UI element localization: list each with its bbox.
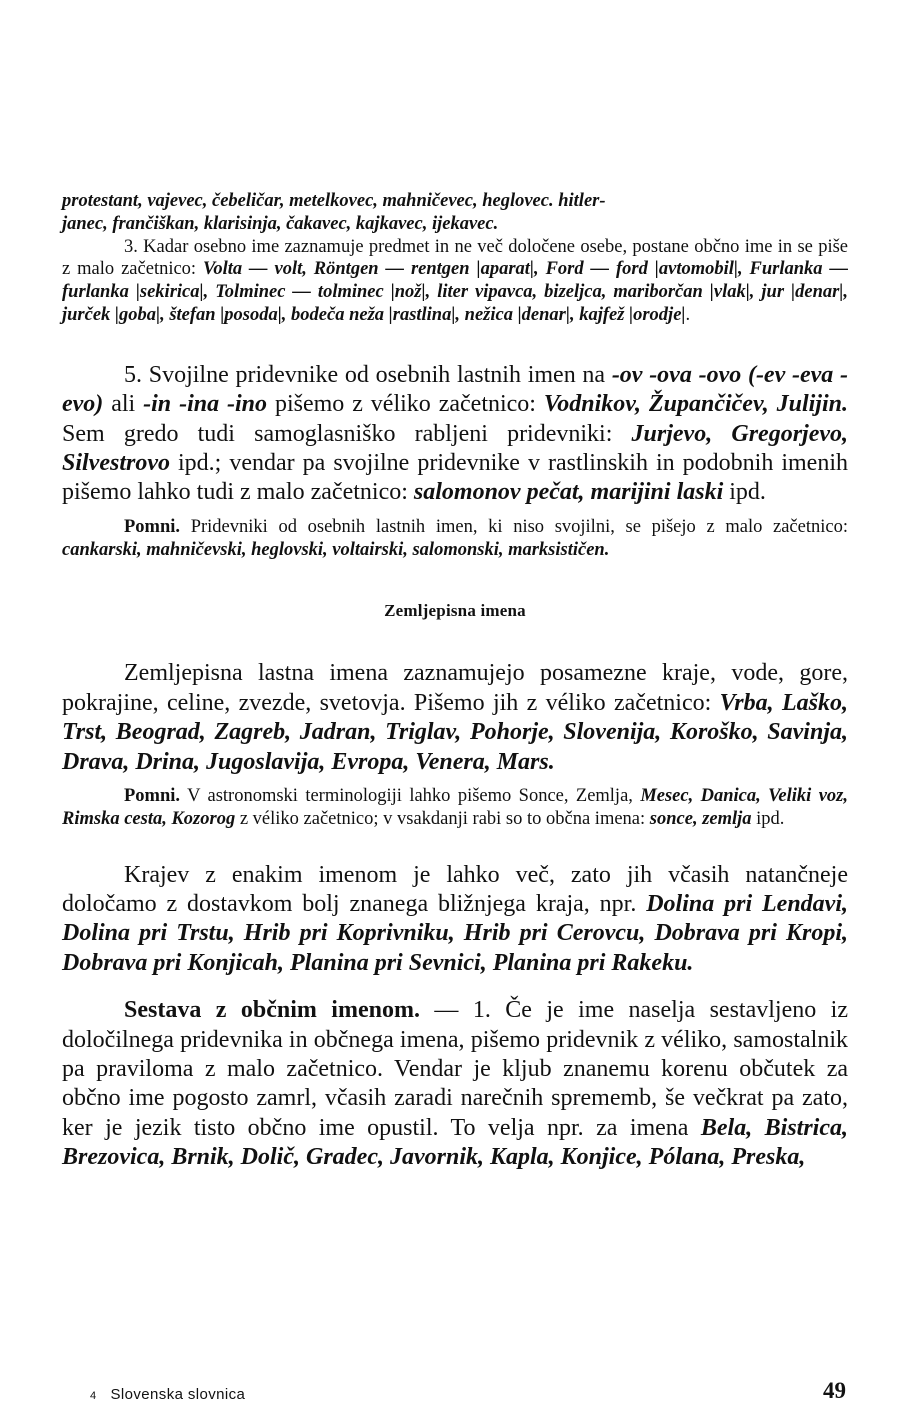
geography-text: Zemljepisna lastna imena zaznamujejo posamezne kraje, vode, gore, pokrajine, celine, zvezde, svetovja. Pišemo jih z véliko začetnico: — [62, 660, 848, 716]
word-list-line-2: janec, frančiškan, klarisinja, čakavec, kajkavec, ijekavec. — [62, 213, 499, 234]
note-1-examples: cankarski, mahničevski, heglovski, voltairski, salomonski, marksističen. — [62, 539, 610, 560]
word-list-paragraph — [62, 190, 848, 236]
note-2-examples-2: sonce, zemlja — [649, 808, 752, 829]
compound-examples: Bela, Bistrica, Brezovica, Brnik, Dolič, Gradec, Javornik, Kapla, Konjice, Pólana, Preska, — [62, 1114, 848, 1171]
rule-5-text-i: ipd.; vendar pa svojilne pridevnike v rastlinskih in podobnih imenih pišemo lahko tudi z malo začetnico: — [62, 450, 848, 506]
compound-label: Sestava z občnim imenom. — [124, 997, 420, 1024]
note-1-text: Pridevniki od osebnih lastnih imen, ki niso svojilni, se pišejo z malo začetnico: — [180, 516, 848, 537]
section-heading: Zemljepisna imena — [384, 601, 526, 621]
rule-5-examples-1: Vodnikov, Župančičev, Julijin. — [543, 391, 848, 418]
page-body — [62, 190, 848, 1173]
places-text: Krajev z enakim imenom je lahko več, zato jih včasih natančneje določamo z dostavkom bolj znanega bližnjega kraja, npr. — [62, 861, 848, 918]
word-list-line-1: protestant, vajevec, čebeličar, metelkovec, mahničevec, heglovec. hitler- — [62, 191, 606, 211]
rule-5-text-g: Sem gredo tudi samoglasniško rabljeni pridevniki: — [62, 420, 632, 447]
note-2-paragraph — [62, 785, 848, 831]
rule-3-paragraph — [62, 236, 848, 327]
compound-paragraph — [62, 996, 848, 1172]
geography-examples: Vrba, Laško, Trst, Beograd, Zagreb, Jadran, Triglav, Pohorje, Slovenija, Koroško, Savinja, Drava, Drina, Jugoslavija, Evropa, Venera, Mars. — [62, 689, 849, 775]
rule-5-examples-2: Jurjevo, Gregorjevo, Silvestrovo — [62, 420, 849, 476]
rule-5-text-c: ali — [103, 391, 144, 418]
rule-5-text-e: pišemo z véliko začetnico: — [267, 391, 544, 418]
rule-3-text: 3. Kadar osebno ime zaznamuje predmet in ne več določene osebe, postane občno ime in se piše z malo začetnico: — [62, 236, 848, 280]
geography-paragraph — [62, 659, 848, 777]
rule-5-text-k: ipd. — [723, 479, 766, 506]
note-1-label: Pomni. — [124, 516, 181, 537]
note-2-text-e: ipd. — [751, 808, 785, 829]
page-number: 49 — [823, 1378, 846, 1403]
rule-5-suffix-ov: -ov -ova -ovo (-ev -eva -evo) — [62, 361, 848, 418]
rule-5-paragraph — [62, 361, 848, 508]
footer-book-title: Slovenska slovnica — [110, 1386, 246, 1403]
page-footer — [90, 1378, 846, 1404]
rule-5-text-a: 5. Svojilne pridevnike od osebnih lastnih imen na — [124, 361, 612, 388]
rule-3-examples: Volta — volt, Röntgen — rentgen |aparat|, Ford — ford |avtomobil|, Furlanka — furlanka |sekirica|, Tolminec — tolminec |nož|, liter vipavca, bizeljca, mariborčan |vlak|, jur |denar|, jurček |goba|, štefan |posoda|, bodeča neža |rastlina|, nežica |denar|, kajfež |orodje| — [62, 259, 848, 325]
rule-5-examples-3: salomonov pečat, marijini laski — [413, 479, 724, 506]
note-2-label: Pomni. — [124, 786, 181, 807]
places-paragraph — [62, 861, 848, 979]
footer-signature: 4 — [90, 1390, 97, 1402]
note-2-examples-1: Mesec, Danica, Veliki voz, Rimska cesta, Kozorog — [62, 786, 848, 829]
footer-book-info — [90, 1386, 245, 1403]
note-2-text-c: z véliko začetnico; v vsakdanji rabi so to občna imena: — [235, 808, 650, 829]
rule-5-suffix-in: -in -ina -ino — [143, 391, 268, 418]
places-examples: Dolina pri Lendavi, Dolina pri Trstu, Hrib pri Koprivniku, Hrib pri Cerovcu, Dobrava pri Kropi, Dobrava pri Konjicah, Planina pri Sevnici, Planina pri Rakeku. — [62, 891, 848, 976]
compound-text: — 1. Če je ime naselja sestavljeno iz določilnega pridevnika in občnega imena, pišemo pridevnik z véliko, samostalnik pa praviloma z malo začetnico. Vendar je kljub znanemu korenu občutek za občno ime pogosto zamrl, včasih zaradi narečnih sprememb, še večkrat pa zato, ker je jezik tisto občno ime opustil. To velja npr. za imena — [62, 997, 848, 1141]
note-1-paragraph — [62, 516, 848, 562]
note-2-text-a: V astronomski terminologiji lahko pišemo Sonce, Zemlja, — [180, 786, 641, 807]
rule-3-end: . — [685, 304, 691, 325]
